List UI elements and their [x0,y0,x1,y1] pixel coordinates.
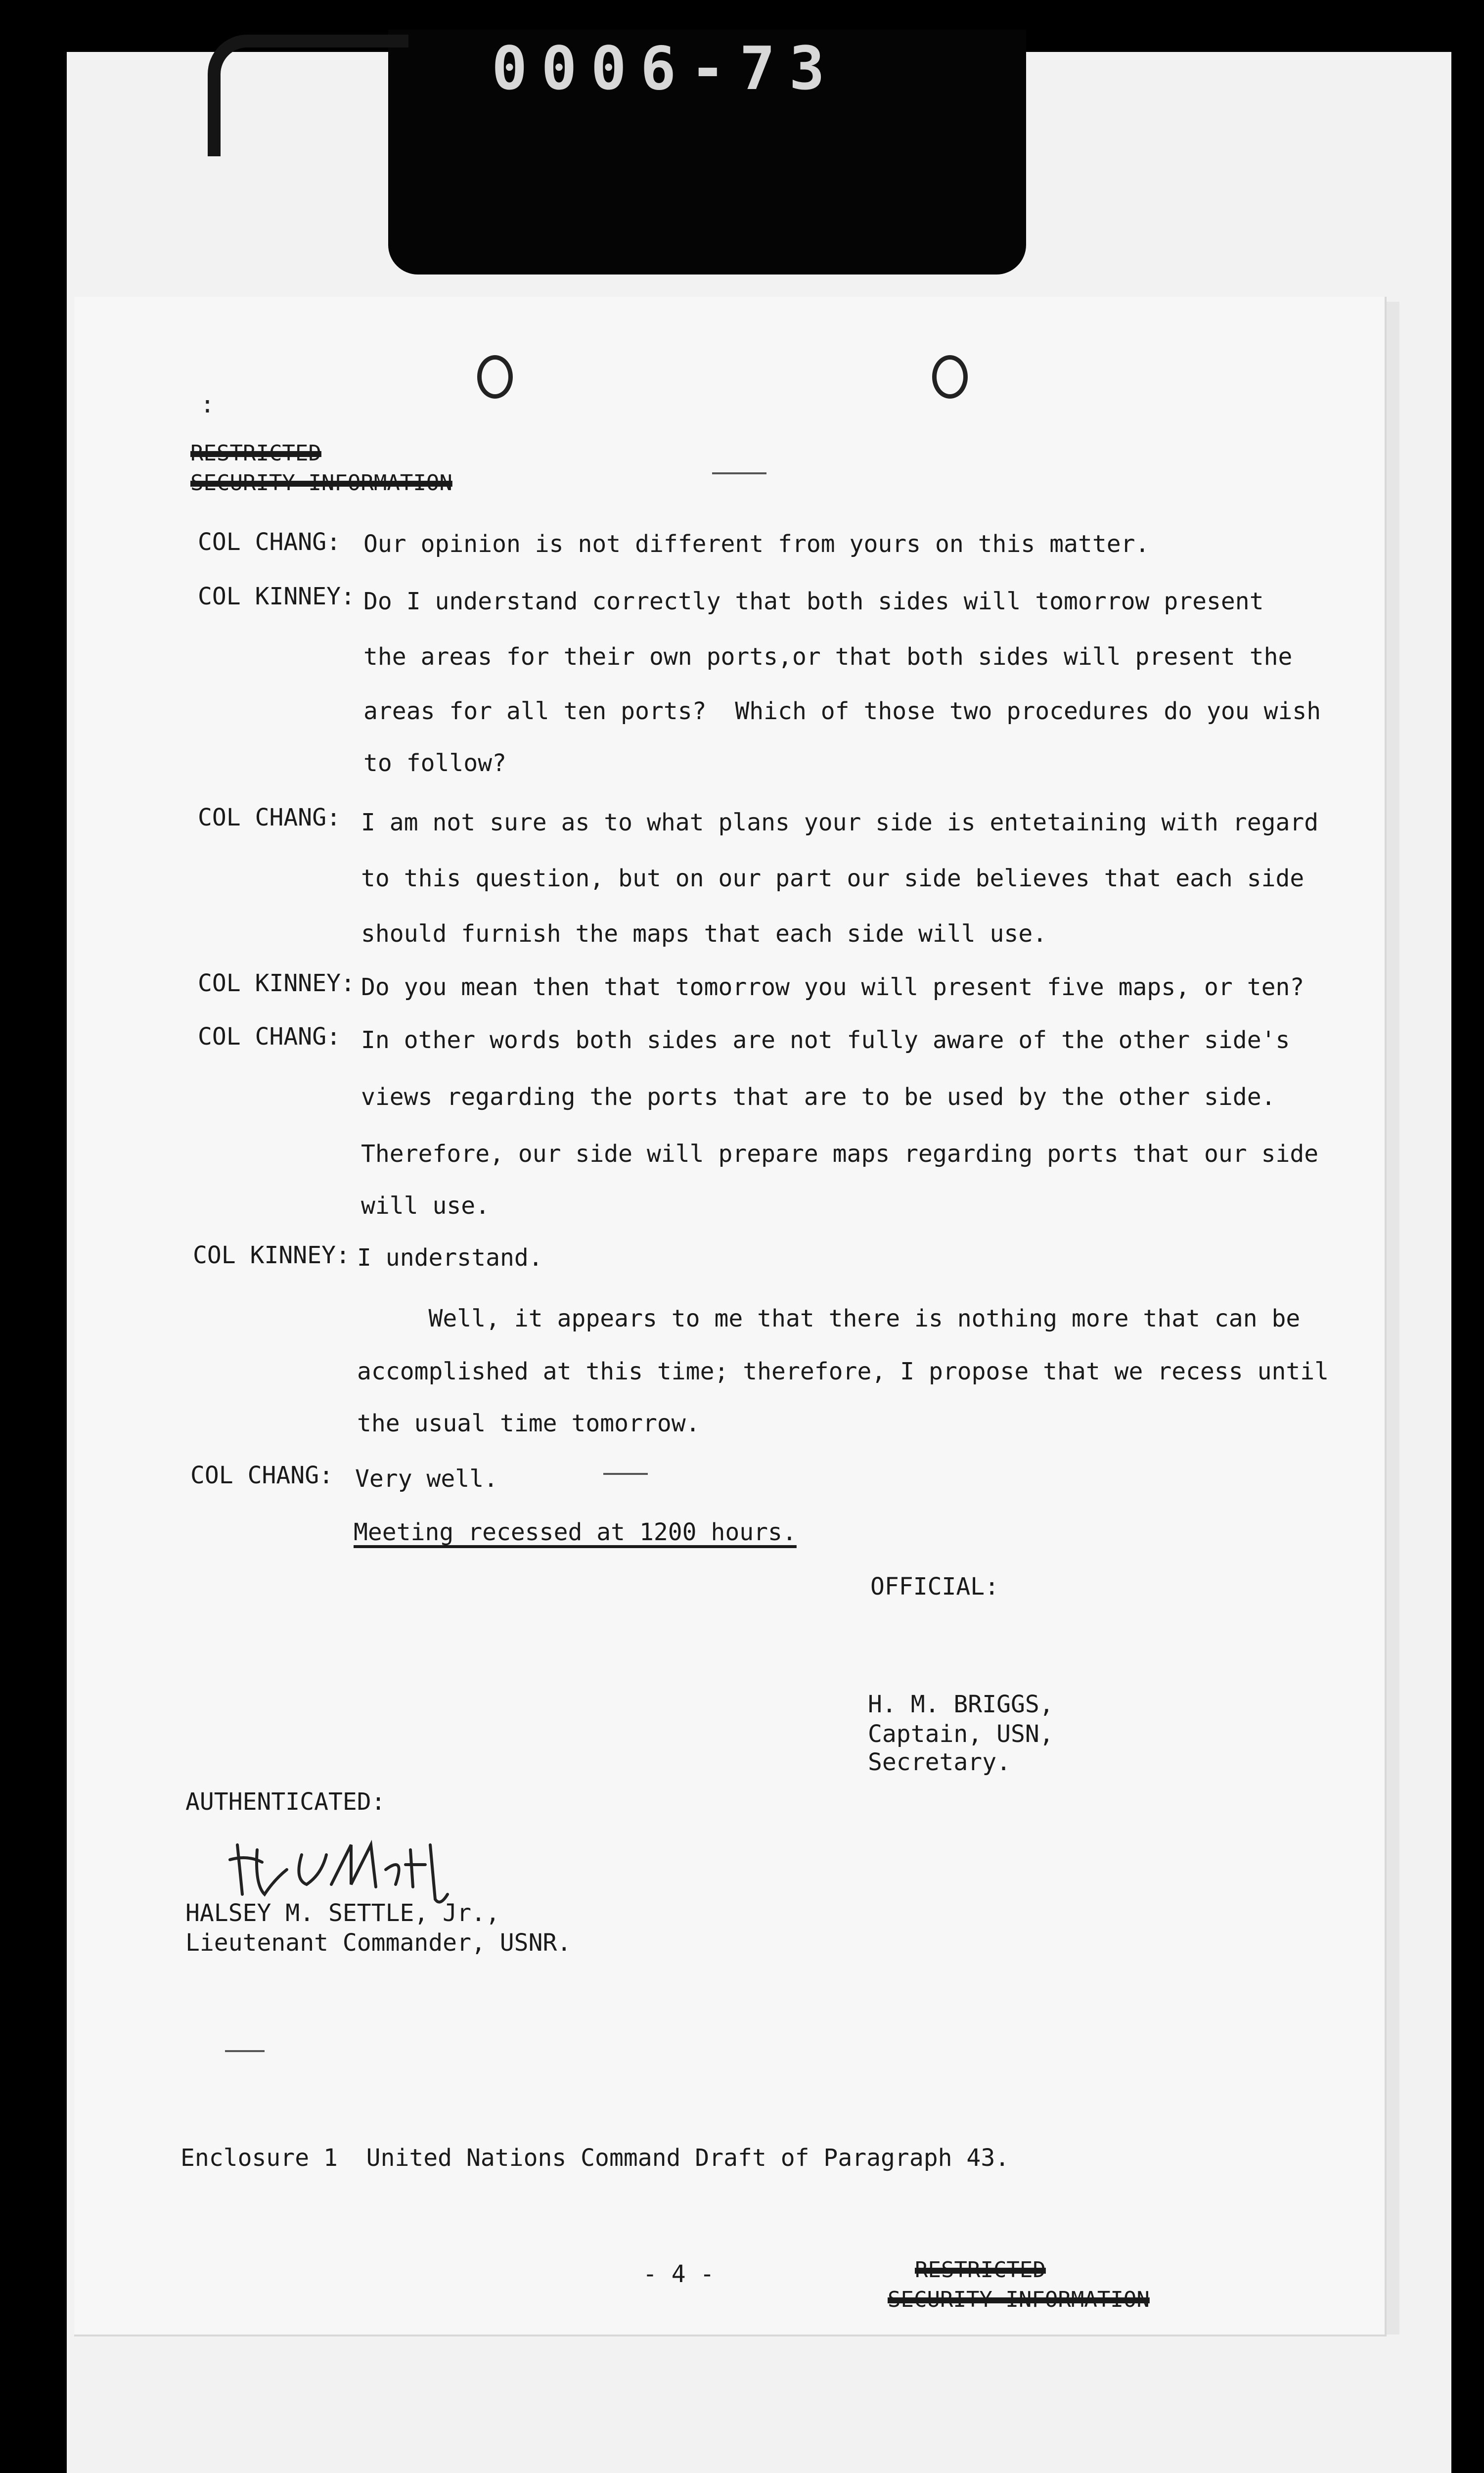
stray-mark [225,2050,265,2052]
dialogue-line: to this question, but on our part our side believes that each side [361,865,1304,892]
speaker-label: COL CHANG: [198,528,341,556]
speaker-label: COL CHANG: [198,804,341,831]
dialogue-line: Do I understand correctly that both sides will tomorrow present [363,588,1264,615]
dialogue-line: to follow? [363,749,506,777]
clip-cord [208,35,408,156]
punch-hole-left [477,355,513,399]
footer-classification-2: SECURITY INFORMATION [888,2287,1150,2312]
handwritten-signature [227,1825,475,1909]
speaker-label: COL KINNEY: [198,583,355,610]
dialogue-line: will use. [361,1192,490,1220]
archive-counter: 0006-73 [492,35,839,103]
authenticated-label: AUTHENTICATED: [185,1788,386,1816]
header-classification-2: SECURITY INFORMATION [190,470,452,496]
official-name: H. M. BRIGGS, [868,1691,1054,1718]
dialogue-line: areas for all ten ports? Which of those two procedures do you wish [363,697,1321,725]
dialogue-line: Therefore, our side will prepare maps regarding ports that our side [361,1140,1319,1168]
dialogue-line: Our opinion is not different from yours on this matter. [363,530,1150,558]
margin-mark: : [200,391,215,418]
page-number: - 4 - [643,2260,715,2288]
dialogue-line: Do you mean then that tomorrow you will present five maps, or ten? [361,973,1304,1001]
dialogue-line: accomplished at this time; therefore, I propose that we recess until [357,1358,1329,1385]
footer-classification-1: RESTRICTED [915,2257,1046,2283]
authenticator-rank: Lieutenant Commander, USNR. [185,1929,572,1957]
page-edge-shadow [1385,302,1399,2335]
enclosure-line: Enclosure 1 United Nations Command Draft of Paragraph 43. [180,2144,1010,2172]
dialogue-line: I am not sure as to what plans your side is entetaining with regard [361,809,1319,836]
speaker-label: COL KINNEY: [198,969,355,997]
dialogue-line: the usual time tomorrow. [357,1410,700,1437]
speaker-label: COL CHANG: [198,1023,341,1051]
dialogue-line: should furnish the maps that each side will use. [361,920,1047,948]
dialogue-line: I understand. [357,1244,543,1272]
dialogue-line: views regarding the ports that are to be used by the other side. [361,1083,1276,1111]
speaker-label: COL CHANG: [190,1462,333,1489]
stray-mark [712,472,766,474]
stray-mark [603,1473,648,1475]
dialogue-line: Well, it appears to me that there is nothing more that can be [357,1305,1301,1332]
official-title: Secretary. [868,1748,1011,1776]
dialogue-line: In other words both sides are not fully aware of the other side's [361,1026,1290,1054]
recess-note: Meeting recessed at 1200 hours. [354,1518,797,1546]
official-label: OFFICIAL: [870,1573,999,1601]
dialogue-line: Very well. [355,1465,498,1493]
punch-hole-right [932,355,968,399]
authenticator-name: HALSEY M. SETTLE, Jr., [185,1899,500,1927]
speaker-label: COL KINNEY: [193,1241,350,1269]
official-rank: Captain, USN, [868,1720,1054,1748]
dialogue-line: the areas for their own ports,or that both sides will present the [363,643,1293,671]
header-classification-1: RESTRICTED [190,441,321,466]
